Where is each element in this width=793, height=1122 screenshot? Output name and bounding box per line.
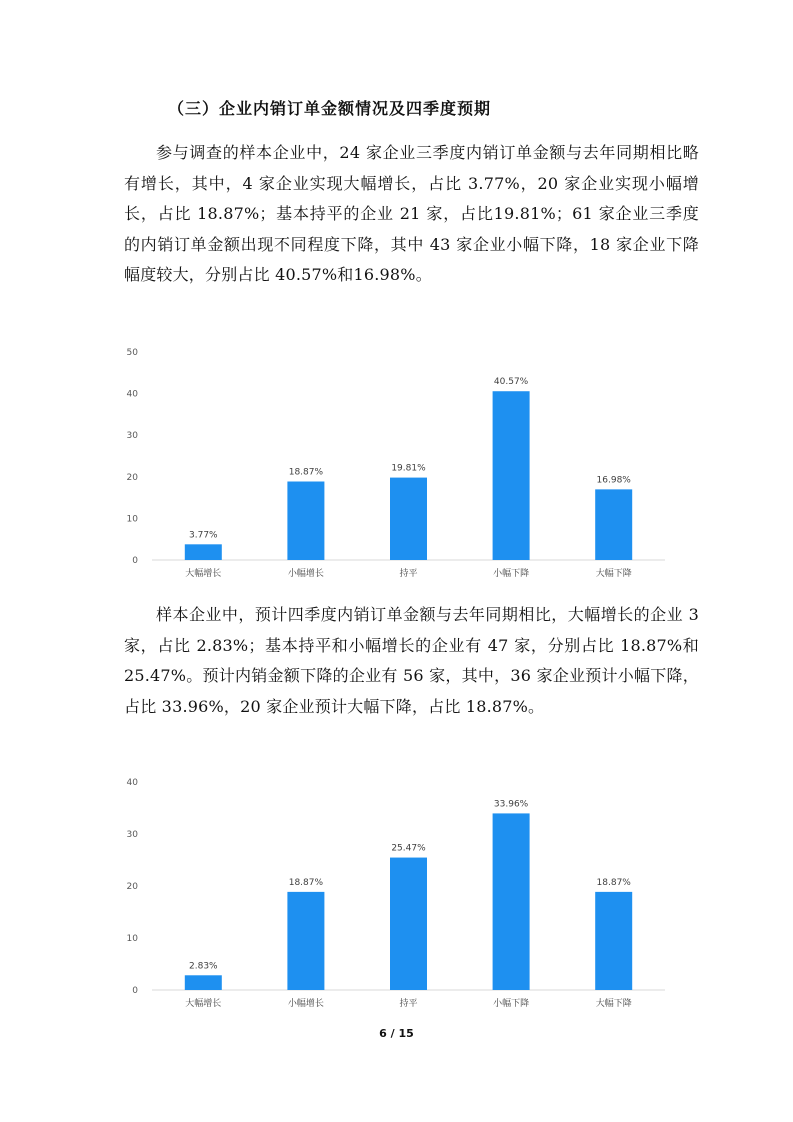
bar-0: [185, 544, 222, 560]
bar-1: [287, 892, 324, 990]
bar-chart-svg: [112, 340, 667, 585]
paragraph-q4-forecast: 样本企业中，预计四季度内销订单金额与去年同期相比，大幅增长的企业 3 家，占比 2.83%；基本持平和小幅增长的企业有 47 家，分别占比 18.87%和 25.47%。预计内销金额下降的企业有 56 家，其中，36 家企业预计小幅下降，占比 33.96%，20 家企业预计大幅下降，占比 18.87%。: [124, 605, 699, 716]
category-label: 小幅增长: [287, 999, 324, 1009]
bar-4: [595, 489, 632, 560]
bar-0: [185, 975, 222, 990]
y-tick-label: 10: [126, 934, 138, 944]
bar-4: [595, 892, 632, 990]
bar-1: [287, 482, 324, 560]
category-label: 小幅下降: [493, 569, 530, 579]
data-label: 2.83%: [189, 961, 218, 972]
data-label: 33.96%: [493, 799, 529, 810]
data-label: 3.77%: [189, 530, 218, 541]
y-tick-label: 0: [132, 556, 138, 566]
y-tick-label: 10: [126, 514, 138, 525]
bar-3: [493, 391, 530, 560]
y-tick-label: 0: [132, 986, 138, 996]
section-heading: （三）企业内销订单金额情况及四季度预期: [168, 99, 492, 118]
chart-q4-forecast: [112, 770, 667, 1015]
data-label: 40.57%: [493, 377, 529, 388]
y-tick-label: 20: [126, 472, 138, 483]
data-label: 19.81%: [391, 463, 426, 474]
y-tick-label: 40: [126, 389, 138, 400]
category-label: 大幅下降: [595, 569, 632, 579]
chart-q3-domestic-orders: [112, 340, 667, 585]
y-tick-label: 30: [126, 830, 138, 840]
bar-chart-svg: [112, 770, 667, 1015]
y-tick-label: 30: [126, 431, 138, 442]
category-label: 大幅增长: [185, 999, 222, 1009]
data-label: 25.47%: [391, 843, 426, 854]
y-tick-label: 20: [126, 882, 138, 892]
bar-2: [390, 478, 427, 560]
data-label: 16.98%: [596, 475, 631, 486]
bar-2: [390, 858, 427, 990]
y-tick-label: 50: [126, 348, 138, 358]
category-label: 持平: [399, 999, 418, 1009]
category-label: 大幅增长: [185, 569, 222, 579]
category-label: 大幅下降: [595, 999, 632, 1009]
paragraph-q3-domestic-orders: 参与调查的样本企业中，24 家企业三季度内销订单金额与去年同期相比略有增长，其中，4 家企业实现大幅增长，占比 3.77%，20 家企业实现小幅增长，占比 18.87%；基本持平的企业 21 家，占比19.81%；61 家企业三季度的内销订单金额出现不同程度下降，其中 43 家企业小幅下降，18 家企业下降幅度较大，分别占比 40.57%和16.98%。: [124, 143, 699, 284]
data-label: 18.87%: [288, 467, 324, 478]
data-label: 18.87%: [596, 877, 631, 888]
bar-3: [493, 813, 530, 990]
data-label: 18.87%: [288, 877, 324, 888]
y-tick-label: 40: [126, 778, 138, 788]
category-label: 小幅下降: [493, 999, 530, 1009]
page-number: 6 / 15: [379, 1027, 414, 1040]
category-label: 持平: [399, 569, 418, 579]
category-label: 小幅增长: [287, 569, 324, 579]
